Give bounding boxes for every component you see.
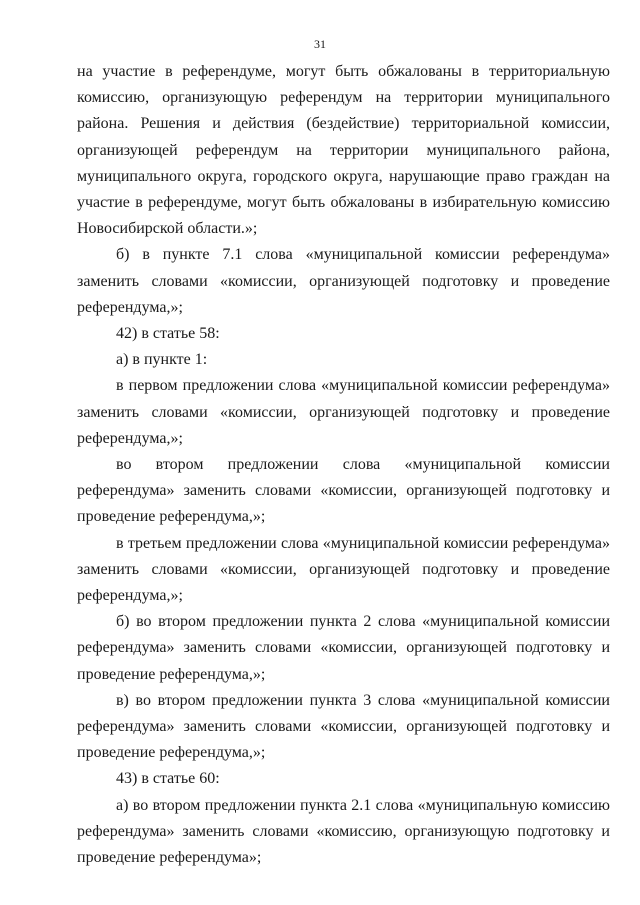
page-number: 31 — [314, 37, 326, 51]
paragraph-item-43: 43) в статье 60: — [116, 770, 220, 788]
paragraph-first-sentence: в первом предложении слова «муниципальной комиссии референдума» заменить словами «комиссии, организующей подготовку и проведение референдума,»; — [77, 377, 610, 447]
paragraph-subitem-v-point-3: в) во втором предложении пункта 3 слова «муниципальной комиссии референдума» заменить словами «комиссии, организующей подготовку и проведение референдума,»; — [77, 691, 610, 762]
paragraph-subitem-b-point-2: б) во втором предложении пункта 2 слова «муниципальной комиссии референдума» заменить словами «комиссии, организующей подготовку и проведение референдума,»; — [77, 613, 610, 683]
paragraph-item-42: 42) в статье 58: — [116, 325, 220, 343]
document-body — [77, 59, 610, 871]
paragraph-amendment-7-1: б) в пункте 7.1 слова «муниципальной комиссии референдума» заменить словами «комиссии, организующей подготовку и проведение референдума,»; — [77, 246, 610, 316]
paragraph-subitem-a-point-2-1: а) во втором предложении пункта 2.1 слова «муниципальную комиссию референдума» заменить словами «комиссию, организующую подготовку и проведение референдума»; — [77, 796, 610, 867]
paragraph-continuation: на участие в референдуме, могут быть обжалованы в территориальную комиссию, организующую референдум на территории муниципального района. Решения и действия (бездействие) территориальной комиссии, организующей референдум на территории муниципального района, муниципального округа, городского округа, нарушающие право граждан на участие в референдуме, могут быть обжалованы в избирательную комиссию Новосибирской области.»; — [77, 63, 610, 238]
paragraph-subitem-a-point-1: а) в пункте 1: — [116, 351, 208, 369]
paragraph-second-sentence: во втором предложении слова «муниципальной комиссии референдума» заменить словами «комиссии, организующей подготовку и проведение референдума,»; — [77, 456, 610, 526]
paragraph-third-sentence: в третьем предложении слова «муниципальной комиссии референдума» заменить словами «комиссии, организующей подготовку и проведение референдума,»; — [77, 534, 610, 605]
